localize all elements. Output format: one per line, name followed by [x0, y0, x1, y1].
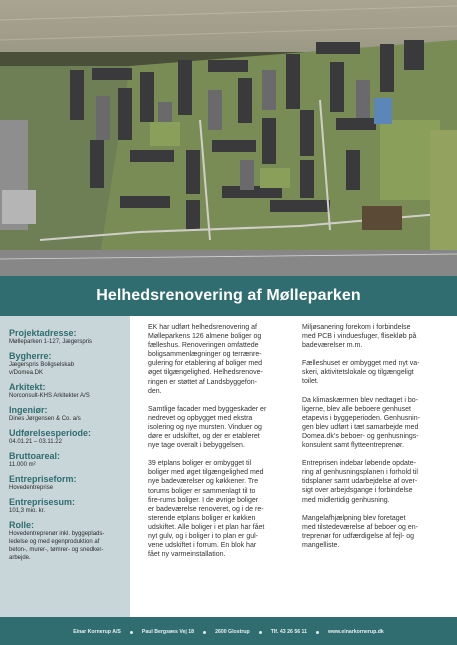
body-line: Samtlige facader med byggeskader er — [148, 405, 267, 413]
body-line: Fælleshuset er ombygget med nyt va- — [302, 360, 420, 368]
page-title: Helhedsrenovering af Mølleparken — [96, 287, 361, 304]
fact-client — [9, 351, 124, 377]
body-line: torums boliger er sammenlagt til to — [148, 487, 256, 495]
body-paragraph — [148, 459, 288, 559]
body-line: gulering for etablering af boliger med — [148, 360, 263, 368]
fact-engineer — [9, 405, 124, 423]
fact-value: 04.01.21 – 03.11.22 — [9, 439, 62, 445]
body-line: øget tilgængelighed. Helhedsrenove- — [148, 369, 263, 377]
footer-company: Einar Kornerup A/S — [73, 629, 121, 635]
body-paragraph — [302, 359, 442, 386]
body-column-2 — [302, 323, 442, 559]
fact-value: Mølleparken 1-127, Jægerspris — [9, 339, 93, 345]
fact-value: 101,3 mio. kr. — [9, 508, 46, 514]
body-line: sigt over arbejdsgange i forbindelse — [302, 487, 413, 495]
body-line: nye tage overalt i bebyggelsen. — [148, 442, 245, 450]
body-line: boliger med øget tilgængelighed med — [148, 469, 264, 477]
fact-value: v/Domea.DK — [9, 370, 44, 376]
fact-label: Ingeniør: — [9, 405, 48, 415]
separator-dot-icon — [130, 631, 133, 634]
body-line: Da klimaskærmen blev nedtaget i bo- — [302, 396, 418, 404]
fact-value: 11.000 m² — [9, 462, 36, 468]
body-paragraph — [302, 514, 442, 550]
body-line: nedrevet og opbygget med ekstra — [148, 414, 253, 422]
body-line: EK har udført helhedsrenovering af — [148, 324, 257, 331]
body-line: med midlertidig genhusning. — [302, 496, 390, 504]
body-line: Domea.dk’s beboer- og genhusnings- — [302, 432, 419, 440]
fact-architect — [9, 382, 124, 400]
separator-dot-icon — [203, 631, 206, 634]
body-paragraph — [302, 323, 442, 350]
fact-label: Entrepriseform: — [9, 474, 77, 484]
fact-label: Projektadresse: — [9, 328, 77, 338]
title-band — [0, 276, 457, 316]
footer-phone: Tlf. 43 26 56 11 — [270, 629, 308, 635]
fact-contract-form — [9, 474, 124, 492]
body-line: sterende etplans boliger er køkken — [148, 514, 256, 522]
fact-period — [9, 428, 124, 446]
body-line: udskiftet. Alle boliger i et plan har fået — [148, 523, 265, 531]
fact-role — [9, 520, 124, 562]
body-line: fire-rums boliger. I de øvrige boliger — [148, 496, 259, 504]
fact-value: arbejde. — [9, 555, 31, 561]
body-line: ringen er støttet af Landsbyggefon- — [148, 378, 257, 386]
body-paragraph — [302, 459, 442, 504]
body-line: med tilstedeværelse af beboer og en- — [302, 523, 418, 531]
body-line: badeværelser m.m. — [302, 342, 363, 350]
fact-label: Udførelsesperiode: — [9, 428, 92, 438]
fact-project-address — [9, 328, 124, 346]
project-facts-sidebar — [0, 316, 130, 617]
fact-label: Rolle: — [9, 520, 35, 530]
fact-label: Bruttoareal: — [9, 451, 61, 461]
fact-value: Norconsult-KHS Arkitekter A/S — [9, 393, 90, 399]
body-line: tidsplaner samt udarbejdelse af over- — [302, 478, 418, 486]
footer-website-link[interactable]: www.einarkornerup.dk — [328, 629, 384, 635]
fact-label: Arkitekt: — [9, 382, 46, 392]
body-line: treprenør for udfærdigelse af fejl- og — [302, 532, 415, 540]
body-line: er badeværelse renoveret, og i de re- — [148, 505, 264, 513]
fact-label: Entreprisesum: — [9, 497, 76, 507]
body-line: etapevis i byggeperioden. Genhusnin- — [302, 414, 420, 422]
footer-postal: 2600 Glostrup — [215, 629, 250, 635]
fact-label: Bygherre: — [9, 351, 52, 361]
fact-value: Hovedentreprise — [9, 485, 54, 491]
fact-value: Jægerspris Boligselskab — [9, 362, 75, 368]
body-line: skeri, aktivitetslokale og tilgængeligt — [302, 369, 414, 377]
footer — [0, 617, 457, 645]
body-line: vene udskiftet i forrum. En blok har — [148, 542, 257, 550]
fact-value: Hovedentreprenør inkl. byggeplads- — [9, 531, 105, 537]
separator-dot-icon — [259, 631, 262, 634]
body-line: nye badeværelser og køkkener. Tre — [148, 478, 259, 486]
body-line: fælleshus. Renoveringen omfattede — [148, 342, 259, 350]
body-line: toilet. — [302, 378, 319, 386]
body-line: den. — [148, 387, 162, 395]
body-paragraph — [148, 323, 288, 396]
body-line: isolering og nye mursten. Vinduer og — [148, 423, 262, 431]
body-line: ligerne, blev alle beboere genhuset — [302, 405, 411, 413]
body-line: gen blev udført i tæt samarbejde med — [302, 423, 419, 431]
body-line: ring af genhusningsplanen i forhold til — [302, 469, 418, 477]
body-line: med PCB i vinduesfuger, flisekløb på — [302, 333, 417, 341]
aerial-photo — [0, 0, 457, 276]
separator-dot-icon — [316, 631, 319, 634]
body-line: konsulent samt flytteentreprenør. — [302, 442, 404, 450]
fact-value: ledelse og med egenproduktion af — [9, 539, 100, 545]
body-line: Mangelafhjælpning blev foretaget — [302, 514, 406, 522]
fact-contract-sum — [9, 497, 124, 515]
fact-value: Dines Jørgensen & Co. a/s — [9, 416, 81, 422]
fact-gross-area — [9, 451, 124, 469]
body-line: fået ny varmeinstallation. — [148, 551, 226, 559]
body-line: døre er udskiftet, og der er etableret — [148, 433, 260, 441]
body-paragraph — [302, 396, 442, 451]
body-line: 39 etplans boliger er ombygget til — [148, 460, 252, 468]
body-line: Entreprisen indebar løbende opdate- — [302, 460, 417, 468]
footer-address: Paul Bergsøes Vej 18 — [141, 629, 195, 635]
body-line: Miljøsanering forekom i forbindelse — [302, 324, 411, 331]
body-line: boligsammenlægninger og terrænre- — [148, 351, 262, 359]
body-column-1 — [148, 323, 288, 568]
body-line: Mølleparkens 126 almene boliger og — [148, 333, 262, 341]
body-line: nyt gulv, og i boliger i to plan er gul- — [148, 532, 258, 540]
body-line: mangelliste. — [302, 541, 340, 549]
fact-value: beton-, murer-, tømrer- og snedker- — [9, 547, 104, 553]
body-paragraph — [148, 405, 288, 450]
